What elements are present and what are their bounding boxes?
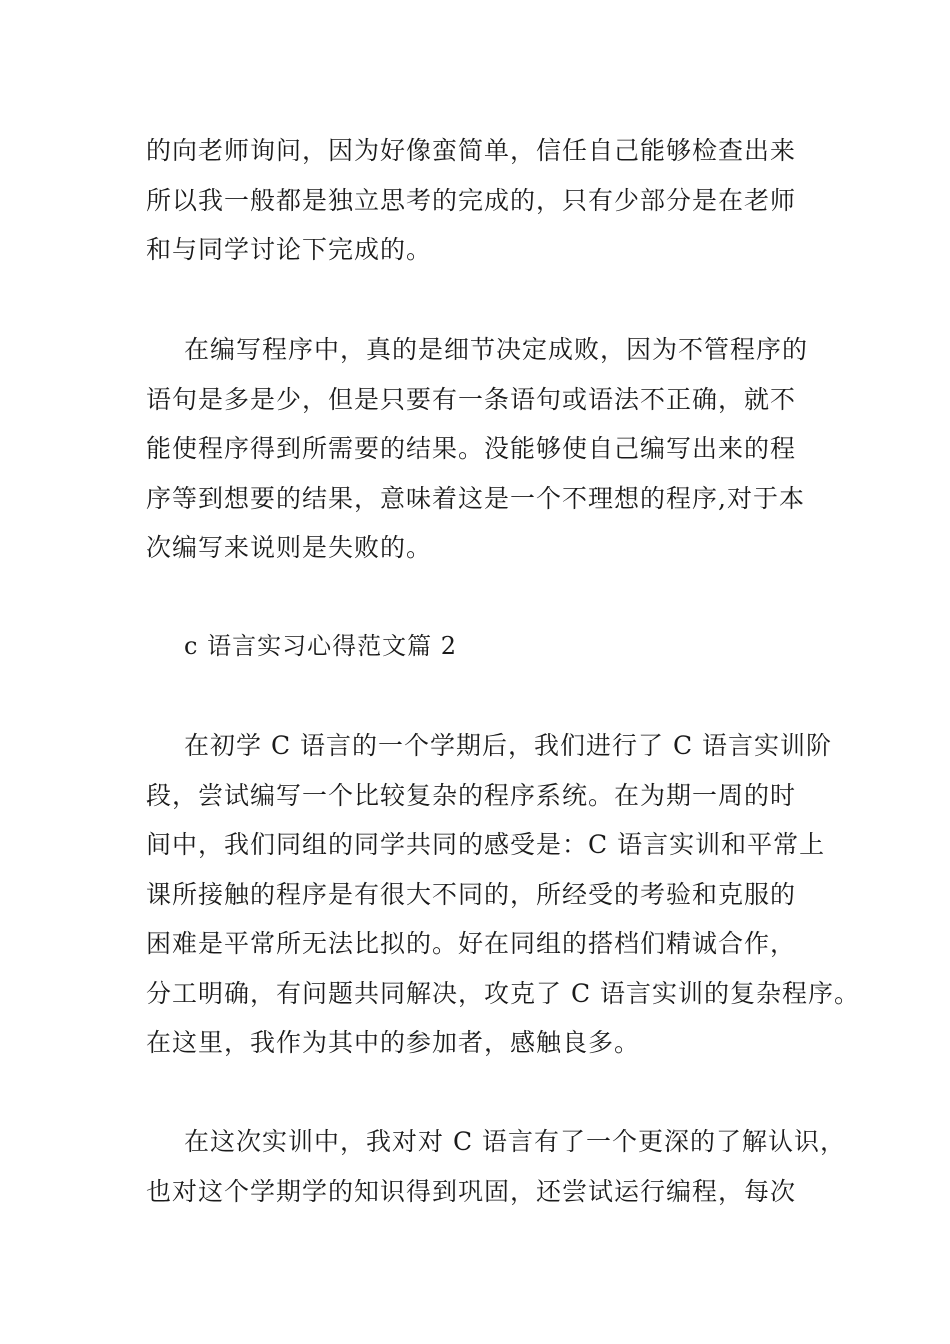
text-line: 在编写程序中，真的是细节决定成败，因为不管程序的 [184,335,809,364]
text-line: 在初学 C 语言的一个学期后，我们进行了 C 语言实训阶 [184,731,833,760]
text-line: 间中，我们同组的同学共同的感受是：C 语言实训和平常上 [146,830,826,859]
text-line: 和与同学讨论下完成的。 [146,235,433,264]
text-line: 序等到想要的结果，意味着这是一个不理想的程序,对于本 [146,483,805,513]
paragraph-2 [146,325,836,573]
paragraph-4 [146,1117,847,1216]
text-line: 能使程序得到所需要的结果。没能够使自己编写出来的程 [146,434,797,463]
text-line: 困难是平常所无法比拟的。好在同组的搭档们精诚合作， [146,929,797,958]
section-heading: c 语言实习心得范文篇 2 [184,632,457,660]
text-line: 所以我一般都是独立思考的完成的，只有少部分是在老师 [146,185,797,215]
text-line: 课所接触的程序是有很大不同的，所经受的考验和克服的 [146,879,797,909]
paragraph-1 [146,126,836,275]
text-line: 的向老师询问，因为好像蛮简单，信任自己能够检查出来 [146,136,797,165]
text-line: 在这里，我作为其中的参加者，感触良多。 [146,1028,641,1057]
text-line: 次编写来说则是失败的。 [146,533,433,562]
text-line: 分工明确，有问题共同解决，攻克了 C 语言实训的复杂程序。 [146,978,861,1008]
paragraph-3 [146,721,861,1068]
text-line: 在这次实训中，我对对 C 语言有了一个更深的了解认识， [184,1127,847,1156]
text-line: 也对这个学期学的知识得到巩固，还尝试运行编程，每次 [146,1176,797,1206]
text-line: 语句是多是少，但是只要有一条语句或语法不正确，就不 [146,384,797,414]
text-line: 段，尝试编写一个比较复杂的程序系统。在为期一周的时 [146,780,797,810]
